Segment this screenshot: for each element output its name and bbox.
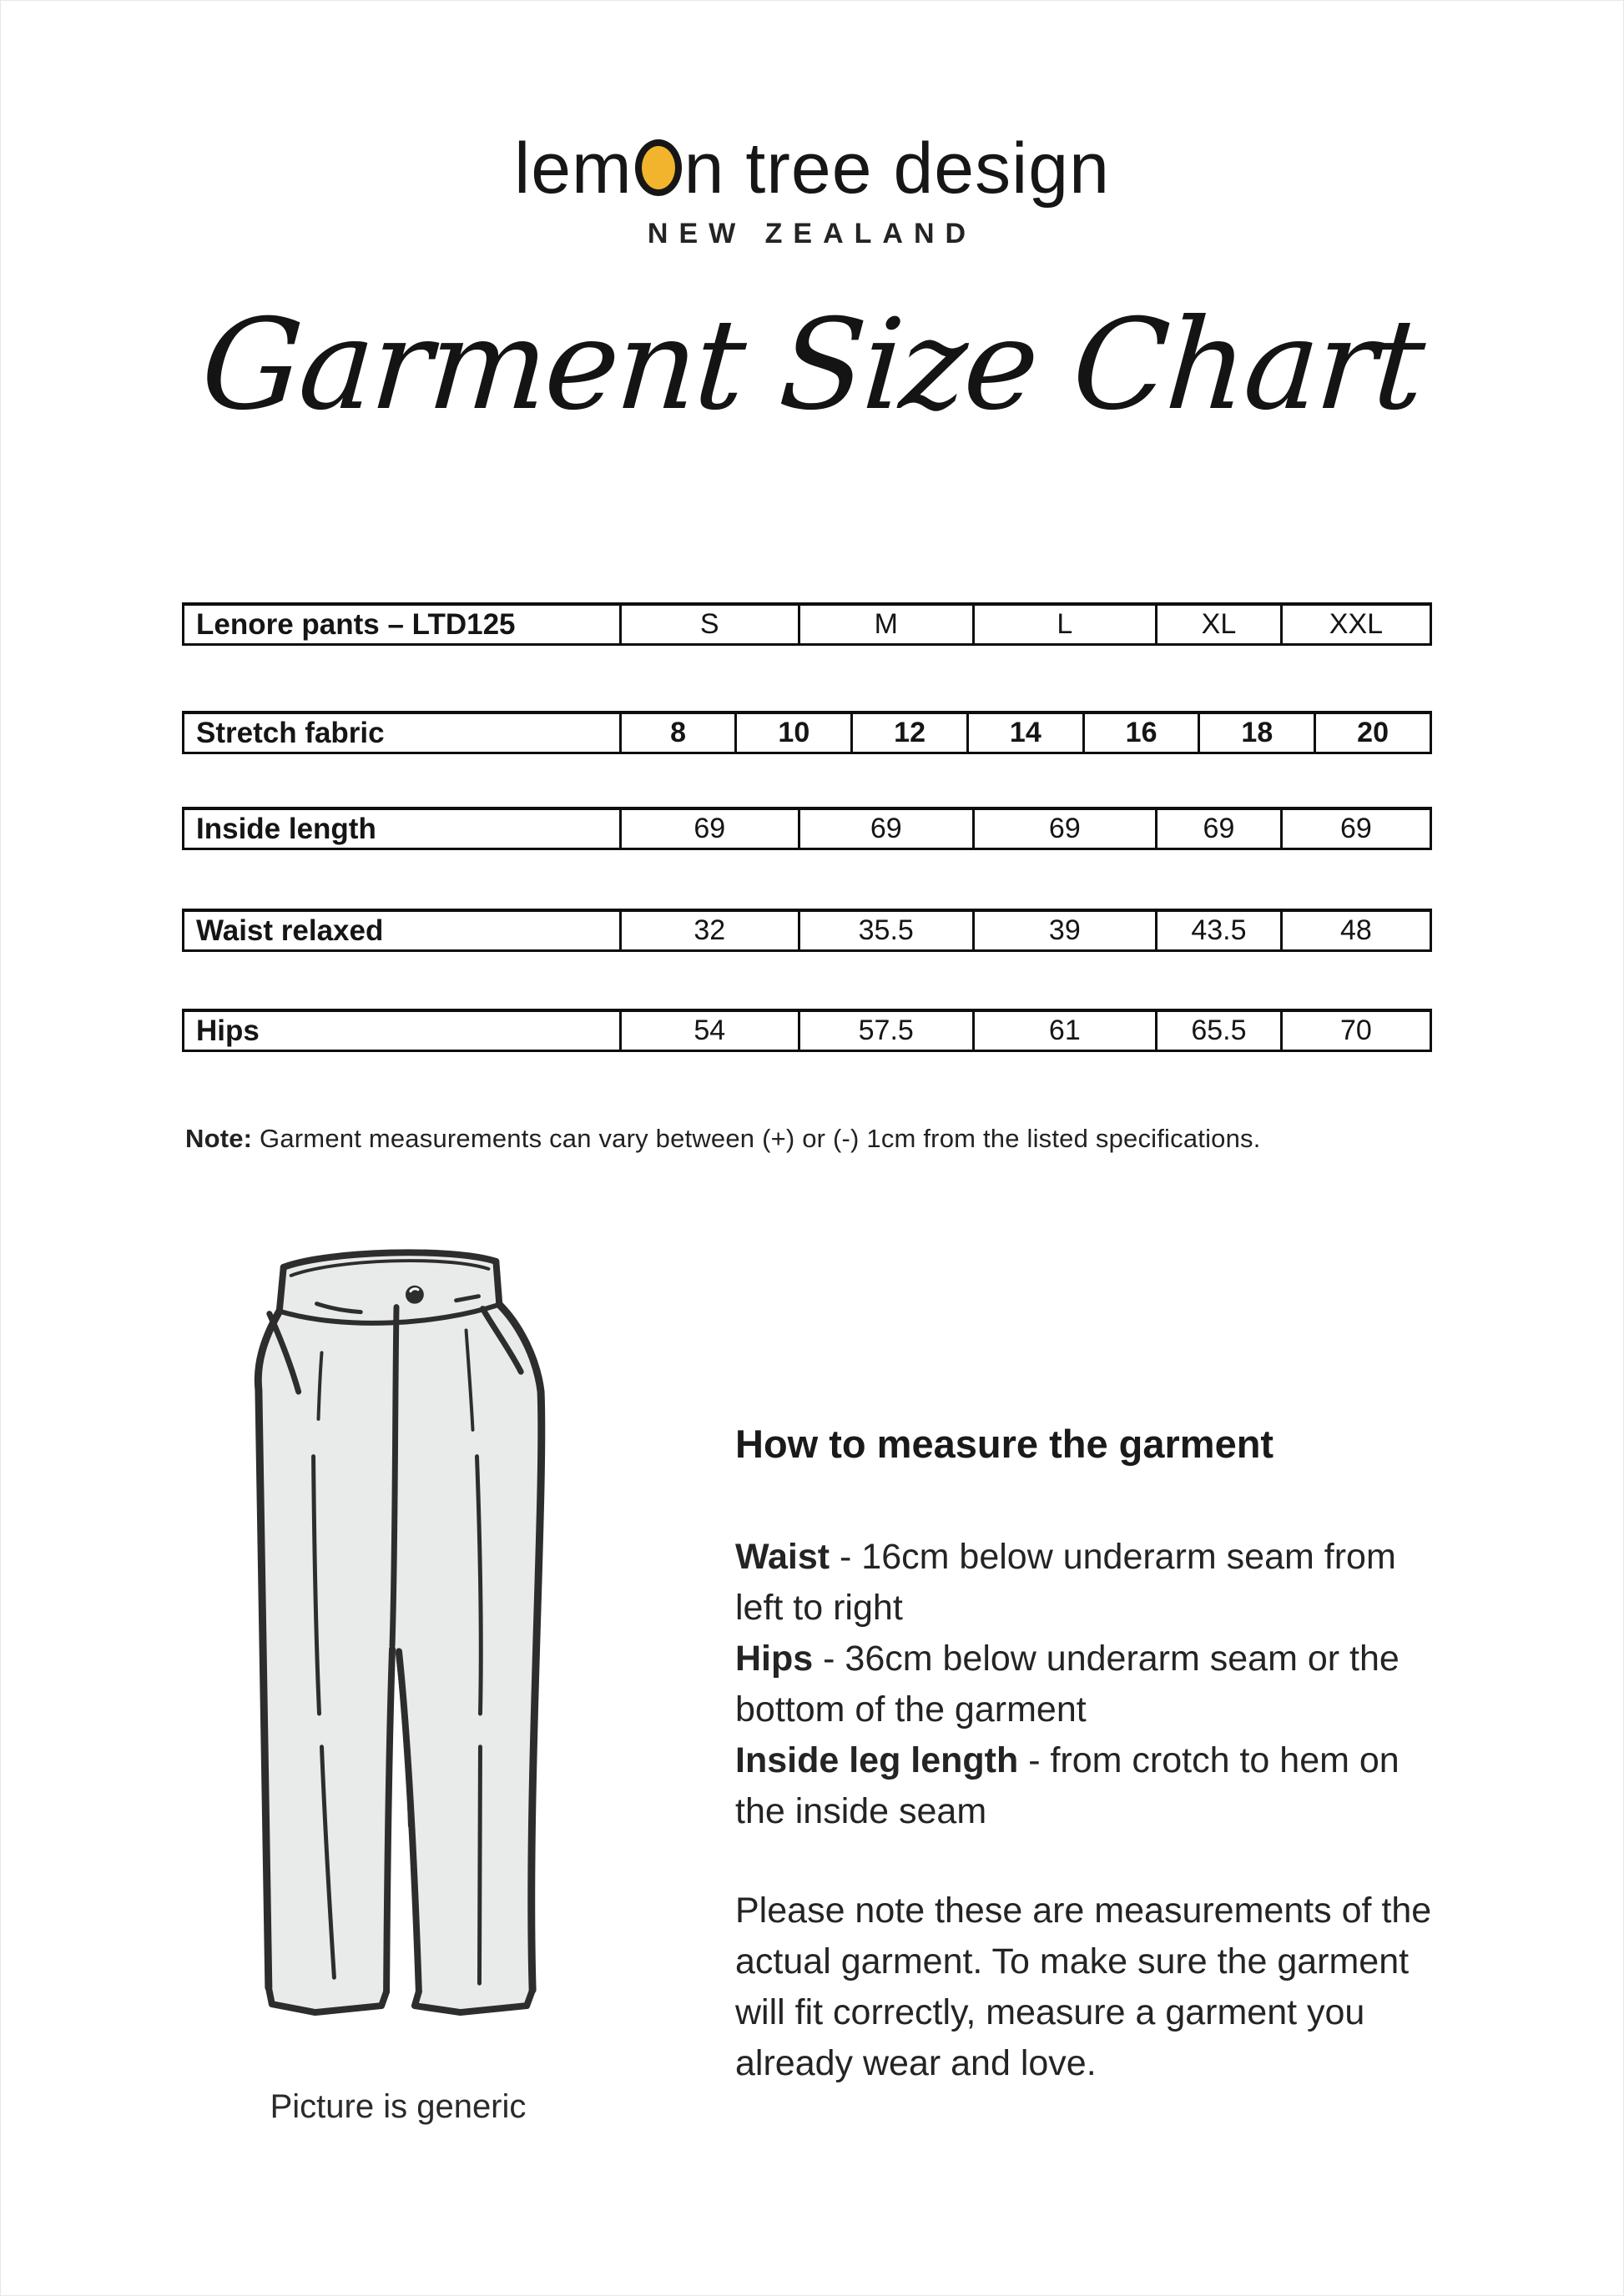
hips-value: 61 [972,1012,1155,1050]
measure-line [735,1583,1503,1634]
measure-text: bottom of the garment [735,1689,1087,1730]
hips-value: 54 [619,1012,798,1050]
hips-value: 57.5 [798,1012,972,1050]
measure-footer-line: already wear and love. [735,2043,1097,2083]
measure-section [735,1421,1503,2089]
stretch-value: 18 [1198,714,1314,752]
measure-term: Hips [735,1639,814,1679]
measure-footer [735,1886,1503,2089]
measure-line [735,1684,1503,1735]
measure-line [735,1532,1503,1583]
brand-name-pre: lem [514,128,633,209]
hips-value: 65.5 [1155,1012,1280,1050]
measure-term: Waist [735,1537,830,1577]
waist-value: 32 [619,912,798,949]
measure-line [735,1786,1503,1837]
measure-text: - 36cm below underarm seam or the [813,1639,1400,1679]
inside-length-value: 69 [972,810,1155,848]
inside-length-value: 69 [1155,810,1280,848]
table-row-product [182,602,1432,646]
size-header-m: M [798,606,972,643]
waist-relaxed-label: Waist relaxed [196,914,384,947]
waist-value: 48 [1280,912,1430,949]
size-header-xxl: XXL [1280,606,1430,643]
table-row-stretch-fabric [182,711,1432,754]
inside-length-value: 69 [619,810,798,848]
brand-name [1,128,1623,209]
hips-label: Hips [196,1014,260,1047]
measure-text: - 16cm below underarm seam from [830,1537,1396,1577]
measure-term: Inside leg length [735,1740,1019,1780]
note-lead: Note: [185,1124,253,1153]
table-row-hips [182,1009,1432,1052]
measure-footer-line: Please note these are measurements of the [735,1891,1432,1931]
measure-text: left to right [735,1588,903,1628]
size-header-s: S [619,606,798,643]
waist-value: 39 [972,912,1155,949]
measure-text: - from crotch to hem on [1018,1740,1400,1780]
hips-value: 70 [1280,1012,1430,1050]
stretch-value: 12 [850,714,966,752]
brand-country: NEW ZEALAND [647,218,977,250]
table-row-inside-length [182,807,1432,850]
waist-value: 43.5 [1155,912,1280,949]
stretch-value: 14 [966,714,1082,752]
product-label: Lenore pants – LTD125 [196,607,516,641]
inside-length-value: 69 [798,810,972,848]
lemon-dot-icon [635,139,682,196]
stretch-value: 8 [619,714,735,752]
inside-length-value: 69 [1280,810,1430,848]
measure-footer-line: will fit correctly, measure a garment you [735,1992,1365,2032]
measure-text: the inside seam [735,1791,987,1831]
stretch-value: 10 [734,714,850,752]
brand-logo [1,128,1623,250]
page-title: Garment Size Chart [197,293,1427,438]
waist-value: 35.5 [798,912,972,949]
measure-instructions [735,1532,1503,1837]
measure-heading: How to measure the garment [735,1422,1274,1466]
size-header-xl: XL [1155,606,1280,643]
size-header-l: L [972,606,1155,643]
inside-length-label: Inside length [196,812,376,845]
note-text: Garment measurements can vary between (+) or (-) 1cm from the listed specifications. [252,1124,1261,1153]
measure-line [735,1735,1503,1786]
measure-footer-line: actual garment. To make sure the garment [735,1941,1410,1981]
brand-name-post: n tree design [683,128,1110,209]
pants-illustration [245,1249,552,2023]
stretch-value: 16 [1082,714,1198,752]
table-row-waist-relaxed [182,909,1432,952]
figure-caption: Picture is generic [270,2088,527,2125]
tolerance-note [185,1124,1437,1154]
measure-line [735,1634,1503,1684]
stretch-fabric-label: Stretch fabric [196,716,385,749]
pants-drawing-icon [245,1249,552,2021]
stretch-value: 20 [1314,714,1430,752]
